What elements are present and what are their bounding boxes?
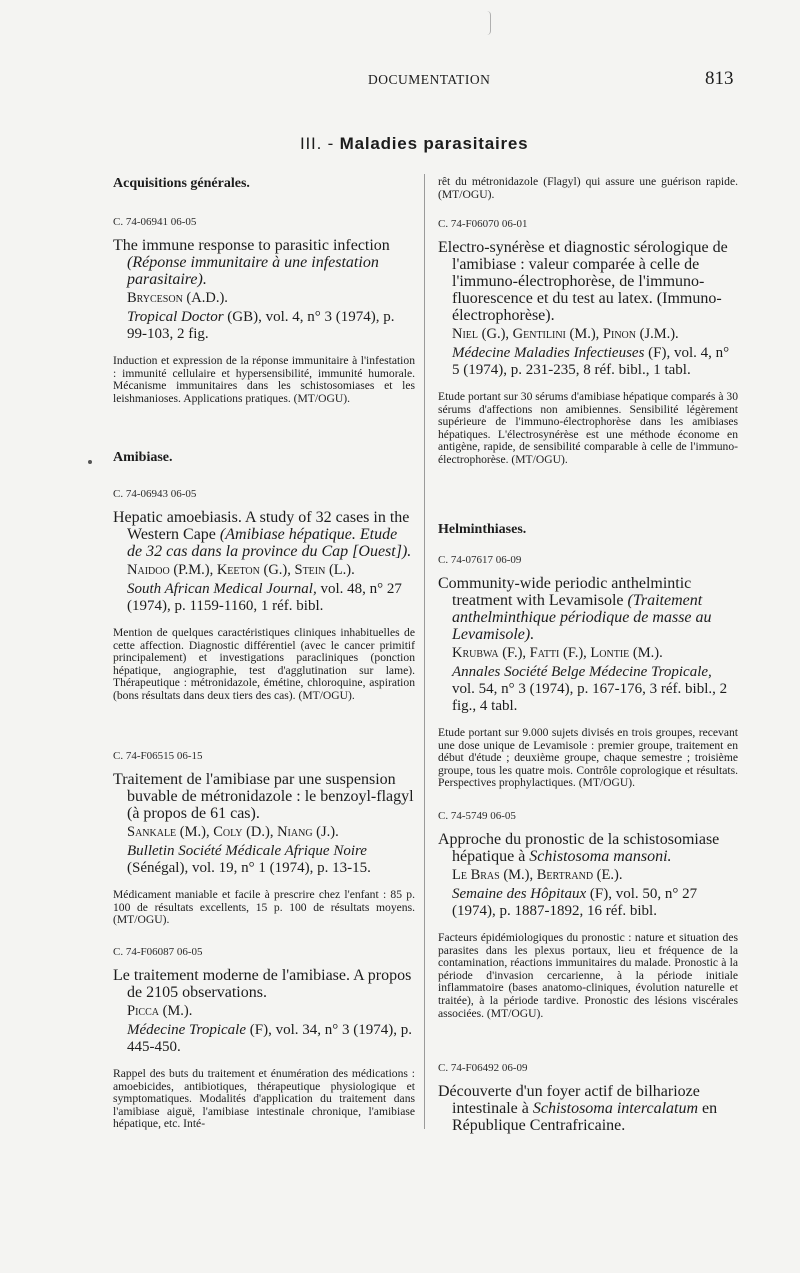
- bibliography-entry: [113, 750, 415, 927]
- entry-abstract: Facteurs épidémiologiques du pronostic : nature et situation des parasites dans les plexus portaux, lieu et fréquence de la contamination, réactions immunitaires du malade. Pronostic à la période d'invasion cercarienne, à la période initiale inflammatoire (bases anatomo-cliniques, évolution naturelle et traitée), à la période tardive. Pronostic des lésions viscérales associées. (MT/OGU).: [438, 931, 738, 1020]
- rubric-heading: Helminthiases.: [438, 522, 527, 537]
- citation: (Sénégal), vol. 19, n° 1 (1974), p. 13-15.: [127, 860, 371, 876]
- title-text: Découverte d'un foyer actif de bilharioze intestinale à: [438, 1083, 700, 1117]
- section-name: Maladies parasitaires: [339, 134, 529, 153]
- entry-abstract: Etude portant sur 30 sérums d'amibiase hépatique comparés à 30 sérums d'affections non amibiennes. Sensibilité légèrement supérieure de l'immuno-électrophorèse dans les amibiases hépatiques. L'électrosynérèse est une méthode économe en antigène, rapide, de sensibilité comparable à celle de l'immuno-électrophorèse. (MT/OGU).: [438, 390, 738, 466]
- bibliography-entry: [438, 810, 738, 1020]
- entry-title: [438, 1083, 738, 1134]
- entry-abstract: Médicament maniable et facile à prescrire chez l'enfant : 85 p. 100 de résultats excellents, 15 p. 100 de résultats moyens. (MT/OGU).: [113, 888, 415, 927]
- title-translation: (Réponse immunitaire à une infestation parasitaire).: [127, 254, 379, 288]
- title-text: Hepatic amoebiasis. A study of 32 cases in the Western Cape: [113, 509, 410, 543]
- title-text: The immune response to parasitic infection: [113, 237, 390, 254]
- bibliography-entry: [113, 946, 415, 1131]
- title-translation: (Amibiase hépatique. Etude de 32 cas dans la province du Cap [Ouest]).: [127, 526, 412, 560]
- bibliography-entry: [438, 554, 738, 790]
- citation: (F), vol. 34, n° 3 (1974), p. 445-450.: [127, 1022, 412, 1055]
- journal-name: Médecine Tropicale: [127, 1022, 246, 1038]
- entry-abstract: Mention de quelques caractéristiques cliniques inhabituelles de cette affection. Diagnostic différentiel (avec le cancer primitif principalement) et investigations paracliniques (ponction hépatique, angiographie, test d'agglutination sur lame). Thérapeutique : métronidazole, émétine, chloroquine, aspiration (bons résultats dans deux tiers des cas). (MT/OGU).: [113, 626, 415, 702]
- entry-code: C. 74-07617 06-09: [438, 554, 522, 566]
- section-title: [300, 134, 528, 154]
- entry-authors: Picca (M.).: [127, 1003, 193, 1019]
- entry-code: C. 74-F06515 06-15: [113, 750, 203, 762]
- entry-title: [113, 509, 415, 560]
- entry-code: C. 74-F06492 06-09: [438, 1062, 528, 1074]
- entry-code: C. 74-06943 06-05: [113, 488, 197, 500]
- entry-title: [438, 575, 738, 643]
- journal-name: Tropical Doctor: [127, 309, 224, 325]
- entry-source: [127, 581, 415, 615]
- bibliography-entry: [438, 1062, 738, 1136]
- journal-name: South African Medical Journal,: [127, 581, 317, 597]
- journal-name: Bulletin Société Médicale Afrique Noire: [127, 843, 367, 859]
- citation: vol. 54, n° 3 (1974), p. 167-176, 3 réf. bibl., 2 fig., 4 tabl.: [452, 681, 728, 714]
- journal-name: Médecine Maladies Infectieuses: [452, 345, 645, 361]
- title-text: Approche du pronostic de la schistosomiase hépatique à: [438, 831, 720, 865]
- entry-abstract: Induction et expression de la réponse immunitaire à l'infestation : immunité cellulaire et hypersensibilité, immunité humorale. Mécanisme immunitaires dans les schistosomiases et les leishmanioses. Applications pratiques. (MT/OGU).: [113, 354, 415, 405]
- citation: vol. 48, n° 27 (1974), p. 1159-1160, 1 réf. bibl.: [127, 581, 402, 614]
- title-text: Community-wide periodic anthelmintic treatment with Levamisole: [438, 575, 692, 609]
- title-end: en République Centrafricaine.: [452, 1100, 718, 1134]
- entry-authors: Bryceson (A.D.).: [127, 290, 228, 306]
- entry-code: C. 74-5749 06-05: [438, 810, 516, 822]
- entry-abstract: Etude portant sur 9.000 sujets divisés en trois groupes, recevant une dose unique de Levamisole : premier groupe, traitement en début d'étude ; deuxième groupe, chaque semestre ; troisième groupe, tous les quatre mois. Contrôle coprologique et résultats. Perspectives prophylactiques. (MT/OGU).: [438, 726, 738, 790]
- entry-title: Traitement de l'amibiase par une suspension buvable de métronidazole : le benzoyl-flagyl (à propos de 61 cas).: [113, 771, 414, 822]
- title-translation: (Traitement anthelminthique périodique de masse au Levamisole).: [452, 592, 712, 643]
- running-head: [0, 70, 800, 92]
- bibliography-entry: [113, 488, 415, 703]
- bibliography-entry: [113, 216, 415, 405]
- page-number: 813: [705, 68, 734, 89]
- entry-authors: Le Bras (M.), Bertrand (E.).: [452, 867, 623, 883]
- entry-abstract: Rappel des buts du traitement et énumération des médications : amoebicides, antibiotiques, thérapeutique physiologique et symptomatiques. Modalités d'application du traitement dans l'amibiase aiguë, l'amibiase intestinale chronique, l'amibiase hépatique, etc. Inté-: [113, 1067, 415, 1131]
- entry-authors: Naidoo (P.M.), Keeton (G.), Stein (L.).: [127, 562, 355, 578]
- running-title: DOCUMENTATION: [368, 72, 491, 87]
- entry-code: C. 74-06941 06-05: [113, 216, 197, 228]
- entry-source: [127, 309, 415, 343]
- entry-source: [452, 345, 738, 379]
- margin-mark: [487, 11, 491, 35]
- entry-title: Le traitement moderne de l'amibiase. A propos de 2105 observations.: [113, 967, 412, 1001]
- entry-source: [127, 1022, 415, 1056]
- entry-code: C. 74-F06087 06-05: [113, 946, 203, 958]
- citation: (F), vol. 50, n° 27 (1974), p. 1887-1892, 16 réf. bibl.: [452, 886, 698, 919]
- journal-name: Annales Société Belge Médecine Tropicale,: [452, 664, 712, 680]
- abstract-continuation: rêt du métronidazole (Flagyl) qui assure une guérison rapide. (MT/OGU).: [438, 175, 738, 201]
- entry-title: [113, 237, 415, 288]
- margin-dot: [88, 460, 92, 464]
- entry-source: [127, 843, 415, 877]
- rubric-heading: Amibiase.: [113, 450, 173, 465]
- organism-name: Schistosoma mansoni.: [529, 848, 672, 865]
- organism-name: Schistosoma intercalatum: [532, 1100, 699, 1117]
- section-number: III. -: [300, 134, 335, 153]
- entry-authors: Sankale (M.), Coly (D.), Niang (J.).: [127, 824, 339, 840]
- entry-source: [452, 886, 738, 920]
- entry-source: [452, 664, 738, 715]
- entry-code: C. 74-F06070 06-01: [438, 218, 528, 230]
- rubric-heading: Acquisitions générales.: [113, 176, 250, 191]
- entry-authors: Niel (G.), Gentilini (M.), Pinon (J.M.).: [452, 326, 679, 342]
- bibliography-entry: [438, 218, 738, 467]
- entry-authors: Krubwa (F.), Fatti (F.), Lontie (M.).: [452, 645, 663, 661]
- column-rule: [424, 174, 425, 1129]
- citation: (GB), vol. 4, n° 3 (1974), p. 99-103, 2 fig.: [127, 309, 395, 342]
- citation: (F), vol. 4, n° 5 (1974), p. 231-235, 8 réf. bibl., 1 tabl.: [452, 345, 730, 378]
- journal-name: Semaine des Hôpitaux: [452, 886, 587, 902]
- entry-title: [438, 831, 738, 865]
- entry-title: Electro-synérèse et diagnostic sérologique de l'amibiase : valeur comparée à celle de l'immuno-électrophorèse, de l'immuno-fluorescence et du test au latex. (Immuno-électrophorèse).: [438, 239, 728, 324]
